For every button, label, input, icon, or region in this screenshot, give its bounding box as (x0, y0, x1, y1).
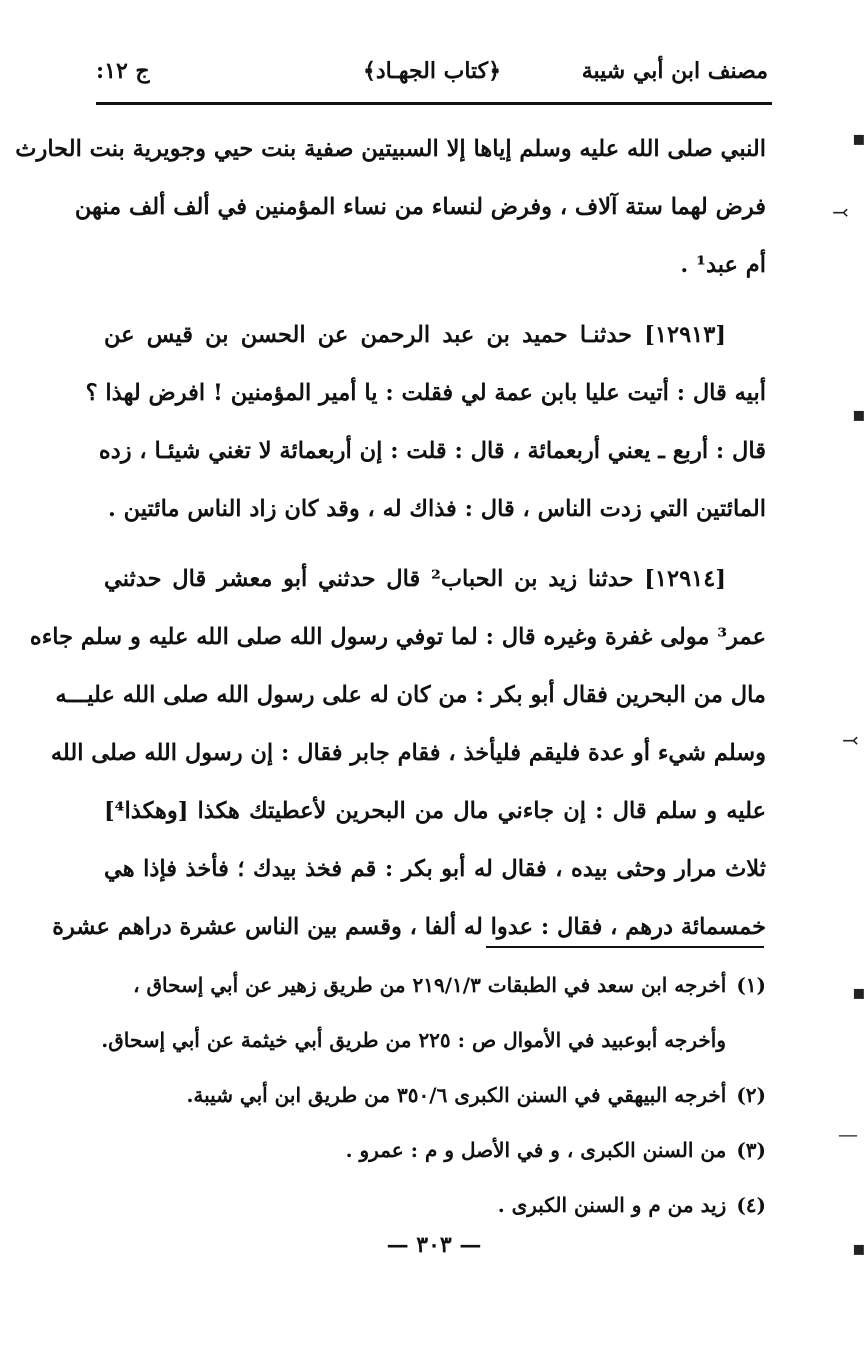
footnote-4 (104, 1178, 766, 1233)
header-rule (96, 102, 772, 105)
footnote-3 (104, 1123, 766, 1178)
footnote-text: زيد من م و السنن الكبرى . (497, 1193, 727, 1217)
footnote-mark: (٤) (736, 1193, 766, 1217)
chapter-title: ﴿كتاب الجهـاد﴾ (362, 58, 502, 84)
text-line: خمسمائة درهم ، فقال : عدوا له ألفا ، وقسم بين الناس عشرة دراهم عشرة (52, 914, 766, 940)
footnote-text: وأخرجه أبوعبيد في الأموال ص : ٢٢٥ من طريق أبي خيثمة عن أبي إسحاق. (101, 1028, 726, 1052)
text-line: وسلم شيء أو عدة فليقم فليأخذ ، فقام جابر فقال : إن رسول الله صلى الله (50, 740, 766, 766)
footnote-1-continued (101, 1013, 766, 1068)
scan-mark-icon: ▪ (852, 126, 866, 150)
scan-mark-icon: ▪ (852, 402, 866, 426)
text-line: المائتين التي زدت الناس ، قال : فذاك له ، وقد كان زاد الناس مائتين . (107, 496, 766, 522)
book-title: مصنف ابن أبي شيبة (581, 58, 768, 84)
scan-mark-icon: — (838, 1122, 858, 1146)
text-line: مال من البحرين فقال أبو بكر : من كان له على رسول الله صلى الله عليـــه (55, 682, 766, 708)
text-line: ثلاث مرار وحثى بيده ، فقال له أبو بكر : قم فخذ بيدك ؛ فأخذ فإذا هي (104, 856, 766, 882)
footnote-mark: (٢) (736, 1083, 766, 1107)
text-line: قال : أربع ـ يعني أربعمائة ، قال : قلت : إن أربعمائة لا تغني شيئـا ، زده (98, 438, 766, 464)
footnote-2 (104, 1068, 766, 1123)
text-line: النبي صلى الله عليه وسلم إياها إلا السبيتين صفية بنت حيي وجويرية بنت الحارث (15, 136, 766, 162)
footnote-rule (486, 946, 764, 948)
text-line: أبيه قال : أتيت عليا بابن عمة لي فقلت : يا أمير المؤمنين ! افرض لهذا ؟ (85, 380, 766, 406)
footnote-text: أخرجه ابن سعد في الطبقات ٢١٩/١/٣ من طريق زهير عن أبي إسحاق ، (133, 973, 727, 997)
text-line: فرض لهما ستة آلاف ، وفرض لنساء من نساء المؤمنين في ألف ألف منهن (74, 194, 766, 220)
footnote-text: أخرجه البيهقي في السنن الكبرى ٣٥٠/٦ من طريق ابن أبي شيبة. (186, 1083, 727, 1107)
main-text (15, 120, 766, 956)
footnote-text: من السنن الكبرى ، و في الأصل و م : عمرو . (345, 1138, 727, 1162)
scan-mark-icon: ⤙ (832, 200, 849, 224)
hadith-12914-start: [١٢٩١٤] حدثنا زيد بن الحباب² قال حدثني أبو معشر قال حدثني (104, 566, 727, 592)
running-header (96, 52, 768, 100)
text-line: عمر³ مولى غفرة وغيره قال : لما توفي رسول الله صلى الله عليه و سلم جاءه (29, 624, 766, 650)
footnote-1 (104, 958, 766, 1013)
scan-mark-icon: ▪ (852, 1236, 866, 1260)
scan-mark-icon: ⤙ (842, 728, 859, 752)
page-number: — ٣٠٣ — (386, 1232, 482, 1258)
text-line: أم عبد¹ . (680, 252, 766, 278)
footnotes (101, 958, 766, 1233)
footnote-mark: (٣) (736, 1138, 766, 1162)
scan-mark-icon: ▪ (852, 980, 866, 1004)
hadith-12913-start: [١٢٩١٣] حدثنـا حميد بن عبد الرحمن عن الحسن بن قيس عن (104, 322, 726, 348)
text-line: عليه و سلم قال : إن جاءني مال من البحرين لأعطيتك هكذا [وهكذا⁴] (104, 798, 766, 824)
footnote-mark: (١) (736, 973, 766, 997)
volume-number: ج ١٢: (96, 58, 150, 84)
